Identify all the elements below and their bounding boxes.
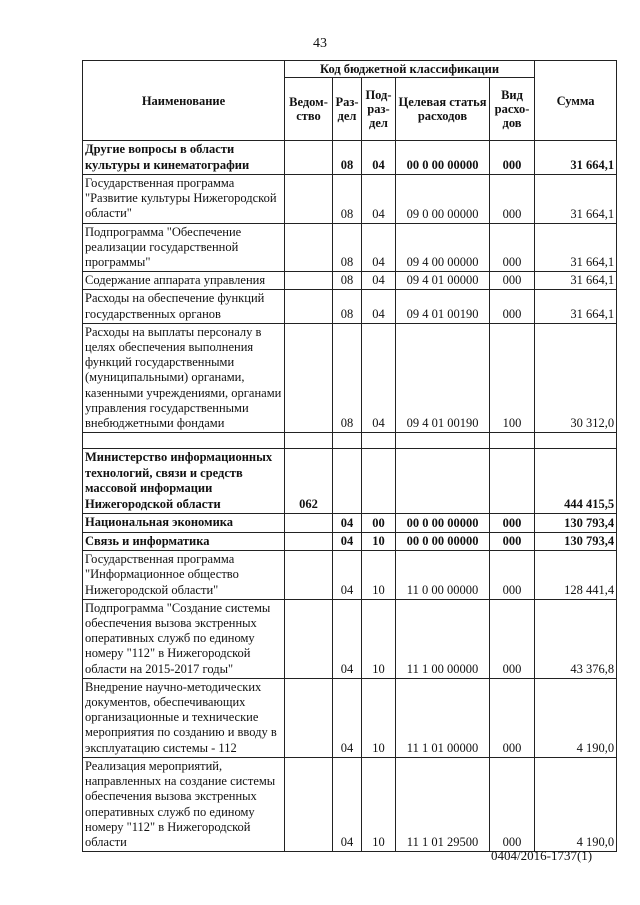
table-row [83,551,617,600]
row-razdel: 04 [333,514,362,533]
row-name: Связь и информатика [83,532,285,551]
row-tselevaya-statya: 11 0 00 00000 [396,551,490,600]
row-sum: 30 312,0 [535,323,617,432]
row-vedomstvo [285,551,333,600]
row-razdel: 08 [333,223,362,272]
row-podrazdel: 10 [362,532,396,551]
row-tselevaya-statya: 00 0 00 00000 [396,514,490,533]
row-podrazdel: 10 [362,599,396,678]
table-row [83,433,617,449]
row-sum: 31 664,1 [535,175,617,224]
row-podrazdel [362,449,396,514]
row-razdel [333,433,362,449]
row-name [83,433,285,449]
row-name: Государственная программа "Развитие культуры Нижегородской области" [83,175,285,224]
row-razdel [333,449,362,514]
header-vedomstvo: Ведом-ство [285,78,333,141]
header-name: Наименование [83,61,285,141]
row-vid-raskhodov: 000 [490,757,535,851]
row-vid-raskhodov: 100 [490,323,535,432]
table-row [83,514,617,533]
row-vid-raskhodov: 000 [490,141,535,175]
row-podrazdel: 04 [362,272,396,290]
row-vid-raskhodov [490,449,535,514]
row-podrazdel: 00 [362,514,396,533]
row-sum: 128 441,4 [535,551,617,600]
row-vid-raskhodov [490,433,535,449]
row-tselevaya-statya: 09 4 01 00190 [396,323,490,432]
row-name: Расходы на обеспечение функций государственных органов [83,290,285,323]
row-vedomstvo [285,323,333,432]
row-name: Государственная программа "Информационное общество Нижегородской области" [83,551,285,600]
row-name: Содержание аппарата управления [83,272,285,290]
table-row [83,290,617,323]
header-classification-code: Код бюджетной классификации [285,61,535,78]
row-tselevaya-statya: 09 4 01 00190 [396,290,490,323]
row-name: Внедрение научно-методических документов, обеспечивающих организационные и технические мероприятия по созданию и вводу в эксплуатацию системы - 112 [83,678,285,757]
row-razdel: 04 [333,678,362,757]
row-name: Национальная экономика [83,514,285,533]
row-sum: 31 664,1 [535,290,617,323]
row-vid-raskhodov: 000 [490,599,535,678]
row-tselevaya-statya: 09 4 00 00000 [396,223,490,272]
row-razdel: 04 [333,757,362,851]
row-podrazdel [362,433,396,449]
row-vid-raskhodov: 000 [490,223,535,272]
row-vedomstvo [285,141,333,175]
header-tselevaya-statya: Целевая статья расходов [396,78,490,141]
row-vedomstvo [285,757,333,851]
row-vedomstvo [285,290,333,323]
row-vedomstvo [285,223,333,272]
table-row [83,599,617,678]
row-podrazdel: 04 [362,323,396,432]
row-sum [535,433,617,449]
row-vid-raskhodov: 000 [490,678,535,757]
row-vid-raskhodov: 000 [490,514,535,533]
table-row [83,223,617,272]
row-name: Реализация мероприятий, направленных на создание системы обеспечения вызова экстренных оперативных служб по единому номеру "112" в Нижегородской области [83,757,285,851]
row-vedomstvo [285,514,333,533]
row-podrazdel: 04 [362,223,396,272]
table-row [83,757,617,851]
row-razdel: 08 [333,141,362,175]
row-vid-raskhodov: 000 [490,272,535,290]
row-tselevaya-statya: 11 1 01 00000 [396,678,490,757]
row-razdel: 08 [333,290,362,323]
row-vid-raskhodov: 000 [490,551,535,600]
header-razdel: Раз-дел [333,78,362,141]
row-name: Подпрограмма "Создание системы обеспечения вызова экстренных оперативных служб по единому номеру "112" в Нижегородской области на 2015-2017 годы" [83,599,285,678]
document-code: 0404/2016-1737(1) [491,848,593,863]
table-row [83,141,617,175]
row-razdel: 04 [333,532,362,551]
row-vid-raskhodov: 000 [490,175,535,224]
row-razdel: 08 [333,175,362,224]
header-vid-raskhodov: Вид расхо-дов [490,78,535,141]
header-sum: Сумма [535,61,617,141]
table-row [83,678,617,757]
row-tselevaya-statya: 00 0 00 00000 [396,141,490,175]
row-razdel: 04 [333,551,362,600]
row-sum: 4 190,0 [535,757,617,851]
page-number: 43 [313,36,327,51]
budget-table [82,60,617,852]
row-tselevaya-statya: 09 0 00 00000 [396,175,490,224]
row-tselevaya-statya [396,433,490,449]
row-sum: 31 664,1 [535,223,617,272]
row-sum: 31 664,1 [535,272,617,290]
row-vedomstvo [285,599,333,678]
row-podrazdel: 04 [362,175,396,224]
row-vid-raskhodov: 000 [490,290,535,323]
row-podrazdel: 10 [362,551,396,600]
row-razdel: 08 [333,272,362,290]
row-tselevaya-statya: 11 1 01 29500 [396,757,490,851]
row-podrazdel: 10 [362,757,396,851]
row-sum: 43 376,8 [535,599,617,678]
row-sum: 31 664,1 [535,141,617,175]
row-vedomstvo [285,175,333,224]
row-vedomstvo [285,433,333,449]
row-name: Подпрограмма "Обеспечение реализации государственной программы" [83,223,285,272]
budget-table-body [83,141,617,852]
row-podrazdel: 04 [362,290,396,323]
row-name: Другие вопросы в области культуры и кинематографии [83,141,285,175]
row-razdel: 08 [333,323,362,432]
row-razdel: 04 [333,599,362,678]
header-podrazdel: Под-раз-дел [362,78,396,141]
table-row [83,272,617,290]
row-sum: 444 415,5 [535,449,617,514]
row-podrazdel: 04 [362,141,396,175]
row-vid-raskhodov: 000 [490,532,535,551]
table-row [83,532,617,551]
header-row-top [83,61,617,78]
row-name: Министерство информационных технологий, связи и средств массовой информации Нижегородской области [83,449,285,514]
row-tselevaya-statya [396,449,490,514]
row-podrazdel: 10 [362,678,396,757]
row-vedomstvo: 062 [285,449,333,514]
row-tselevaya-statya: 00 0 00 00000 [396,532,490,551]
row-sum: 130 793,4 [535,514,617,533]
row-name: Расходы на выплаты персоналу в целях обеспечения выполнения функций государственными (муниципальными) органами, казенными учреждениями, органами управления государственными внебюджетными фондами [83,323,285,432]
row-vedomstvo [285,272,333,290]
row-tselevaya-statya: 09 4 01 00000 [396,272,490,290]
row-vedomstvo [285,532,333,551]
table-row [83,175,617,224]
table-row [83,449,617,514]
row-sum: 130 793,4 [535,532,617,551]
table-row [83,323,617,432]
row-sum: 4 190,0 [535,678,617,757]
row-tselevaya-statya: 11 1 00 00000 [396,599,490,678]
row-vedomstvo [285,678,333,757]
